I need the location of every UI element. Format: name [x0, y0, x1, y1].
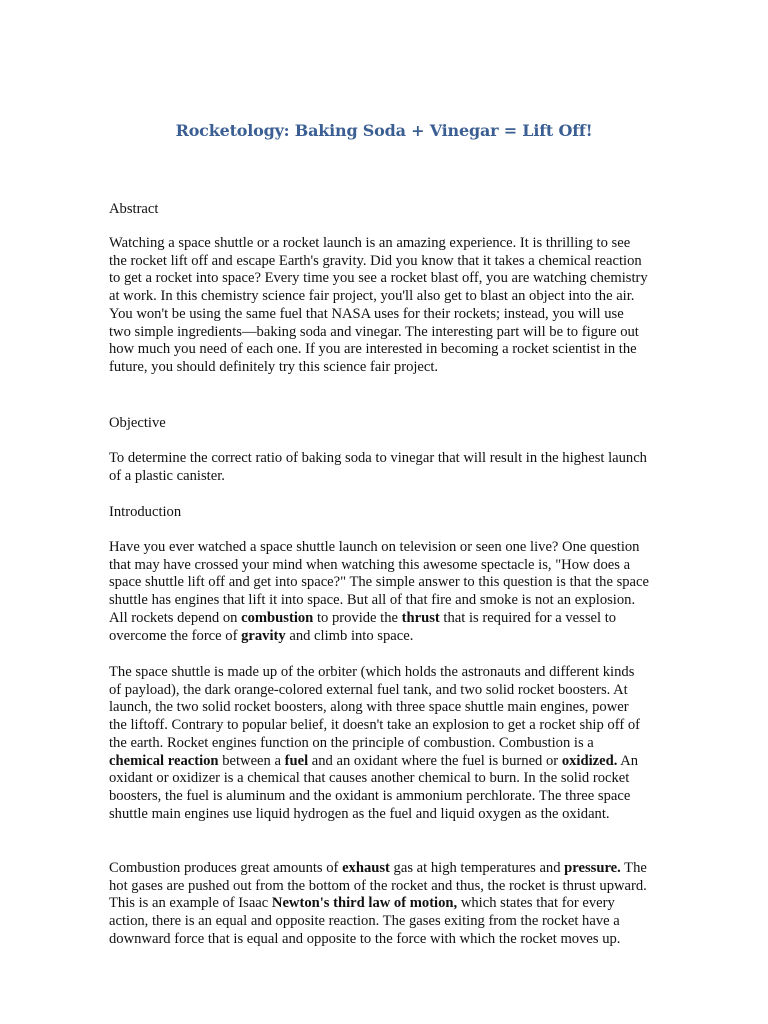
abstract-heading: Abstract [109, 201, 159, 217]
introduction-paragraph-2 [109, 664, 649, 823]
term-exhaust: exhaust [342, 860, 390, 876]
intro-p2-text-4: An oxidant or oxidizer is a chemical that causes another chemical to burn. In the solid rocket boosters, the fuel is aluminum and the oxidant is ammonium perchlorate. The three space shuttle main engines use liquid hydrogen as the fuel and liquid oxygen as the oxidant. [109, 752, 639, 822]
intro-p1-text-2: to provide the [313, 609, 402, 626]
introduction-paragraph-3 [109, 860, 649, 949]
intro-p2-text-3: and an oxidant where the fuel is burned or [308, 752, 562, 769]
term-newtons-third-law: Newton's third law of motion, [271, 895, 458, 912]
intro-p1-text-1: Have you ever watched a space shuttle launch on television or seen one live? One question that may have crossed your mind when watching this awesome spectacle is, "How does a space shuttle lift off and get into space?" The simple answer to this question is that the space shuttle has engines that lift it into space. But all of that fire and smoke is not an explosion. All rockets depend on [109, 539, 649, 626]
term-chemical-reaction: chemical reaction [109, 752, 219, 769]
intro-p2-text-2: between a [218, 752, 285, 769]
term-thrust: thrust [401, 609, 440, 626]
intro-p1-text-3: that is required for a vessel to overcome the force of [109, 609, 617, 644]
term-gravity: gravity [241, 627, 286, 644]
term-pressure: pressure. [564, 860, 621, 876]
objective-heading: Objective [109, 415, 166, 431]
term-oxidized: oxidized. [561, 752, 618, 769]
term-combustion: combustion [241, 609, 314, 626]
intro-p2-text-1: The space shuttle is made up of the orbiter (which holds the astronauts and different kinds of payload), the dark orange-colored external fuel tank, and two solid rocket boosters. At launch, the two solid rocket boosters, along with three space shuttle main engines, power the liftoff. Contrary to popular belief, it doesn't take an explosion to get a rocket ship off of the earth. Rocket engines function on the principle of combustion. Combustion is a [109, 664, 640, 751]
introduction-heading: Introduction [109, 504, 182, 520]
document-title: Rocketology: Baking Soda + Vinegar = Lift Off! [175, 121, 593, 140]
introduction-paragraph-1 [109, 539, 649, 645]
intro-p1-text-4: and climb into space. [285, 627, 414, 644]
objective-paragraph: To determine the correct ratio of baking soda to vinegar that will result in the highest launch of a plastic canister. [109, 450, 647, 484]
intro-p3-text-2: gas at high temperatures and [389, 860, 565, 876]
intro-p3-text-4: which states that for every action, there is an equal and opposite reaction. The gases exiting from the rocket have a downward force that is equal and opposite to the force with which the rocket moves up. [109, 895, 621, 947]
intro-p3-text-1: Combustion produces great amounts of [109, 860, 343, 876]
term-fuel: fuel [284, 752, 309, 769]
intro-p3-text-3: The hot gases are pushed out from the bottom of the rocket and thus, the rocket is thrust upward. This is an example of Isaac [109, 860, 647, 912]
abstract-paragraph: Watching a space shuttle or a rocket launch is an amazing experience. It is thrilling to see the rocket lift off and escape Earth's gravity. Did you know that it takes a chemical reaction to get a rocket into space? Every time you see a rocket blast off, you are watching chemistry at work. In this chemistry science fair project, you'll also get to blast an object into the air. You won't be using the same fuel that NASA uses for their rockets; instead, you will use two simple ingredients—baking soda and vinegar. The interesting part will be to figure out how much you need of each one. If you are interested in becoming a rocket scientist in the future, you should definitely try this science fair project. [109, 235, 648, 375]
